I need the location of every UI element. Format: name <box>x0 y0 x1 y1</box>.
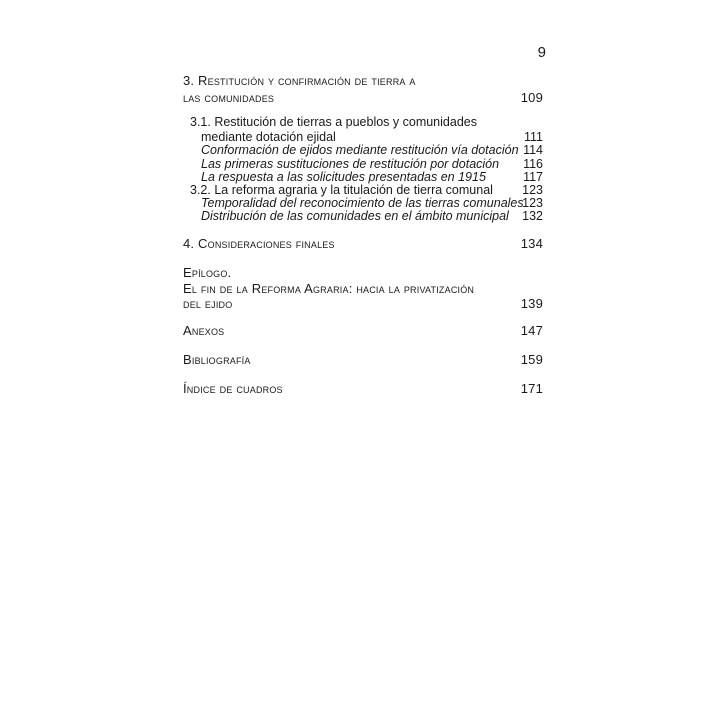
toc-entry-title: del ejido <box>183 296 233 311</box>
toc-entry-bibliografia <box>183 352 543 367</box>
toc-entry-title: Temporalidad del reconocimiento de las tierras comunales <box>201 196 524 210</box>
toc-entry-section-3 <box>183 90 543 105</box>
toc-page-number: 147 <box>520 323 543 338</box>
toc-entry-title: Bibliografía <box>183 352 251 367</box>
toc-page-number: 114 <box>523 143 543 157</box>
toc-page-number: 123 <box>522 196 543 210</box>
toc-page-number: 117 <box>523 170 543 184</box>
toc-entry-title: las comunidades <box>183 90 275 105</box>
page-number: 9 <box>537 44 546 61</box>
toc-page-number: 134 <box>520 236 543 251</box>
toc-page-number: 159 <box>520 352 543 367</box>
toc-page-number: 132 <box>522 209 543 223</box>
toc-entry-title: 3.2. La reforma agraria y la titulación de tierra comunal <box>190 183 493 197</box>
toc-page-number: 111 <box>523 130 543 144</box>
toc-entry-3-1-line1 <box>190 115 543 130</box>
toc-entry-title: Distribución de las comunidades en el ámbito municipal <box>201 209 509 223</box>
toc-entry-title: Conformación de ejidos mediante restitución vía dotación <box>201 143 519 157</box>
toc-entry-title: mediante dotación ejidal <box>201 130 336 144</box>
toc-entry-title: Epílogo. <box>183 265 232 280</box>
toc-entry-3-2-b <box>201 209 543 224</box>
toc-entry-title: 3.1. Restitución de tierras a pueblos y comunidades <box>190 115 477 129</box>
toc-entry-title: Anexos <box>183 323 225 338</box>
toc-entry-anexos <box>183 323 543 338</box>
toc-entry-title: 3. Restitución y confirmación de tierra a <box>183 73 416 88</box>
toc-page-number: 171 <box>520 381 543 396</box>
toc-entry-title: Índice de cuadros <box>183 381 283 396</box>
toc-entry-indice-de-cuadros <box>183 381 543 396</box>
toc-page-number: 123 <box>522 183 543 197</box>
toc-entry-section-3-line1 <box>183 73 543 88</box>
toc-entry-section-4 <box>183 236 543 251</box>
toc-entry-title: El fin de la Reforma Agraria: hacia la privatización <box>183 281 475 296</box>
toc-page-number: 139 <box>520 296 543 311</box>
toc-page-number: 109 <box>520 90 543 105</box>
toc-entry-epilogo-line2 <box>183 281 543 296</box>
toc-entry-title: La respuesta a las solicitudes presentadas en 1915 <box>201 170 486 184</box>
toc-page-number: 116 <box>523 157 543 171</box>
toc-entry-title: 4. Consideraciones finales <box>183 236 335 251</box>
toc-entry-title: Las primeras sustituciones de restitución por dotación <box>201 157 500 171</box>
toc-entry-3-1-a <box>201 143 543 158</box>
toc-entry-epilogo <box>183 296 543 311</box>
toc-entry-epilogo-line1 <box>183 265 543 280</box>
